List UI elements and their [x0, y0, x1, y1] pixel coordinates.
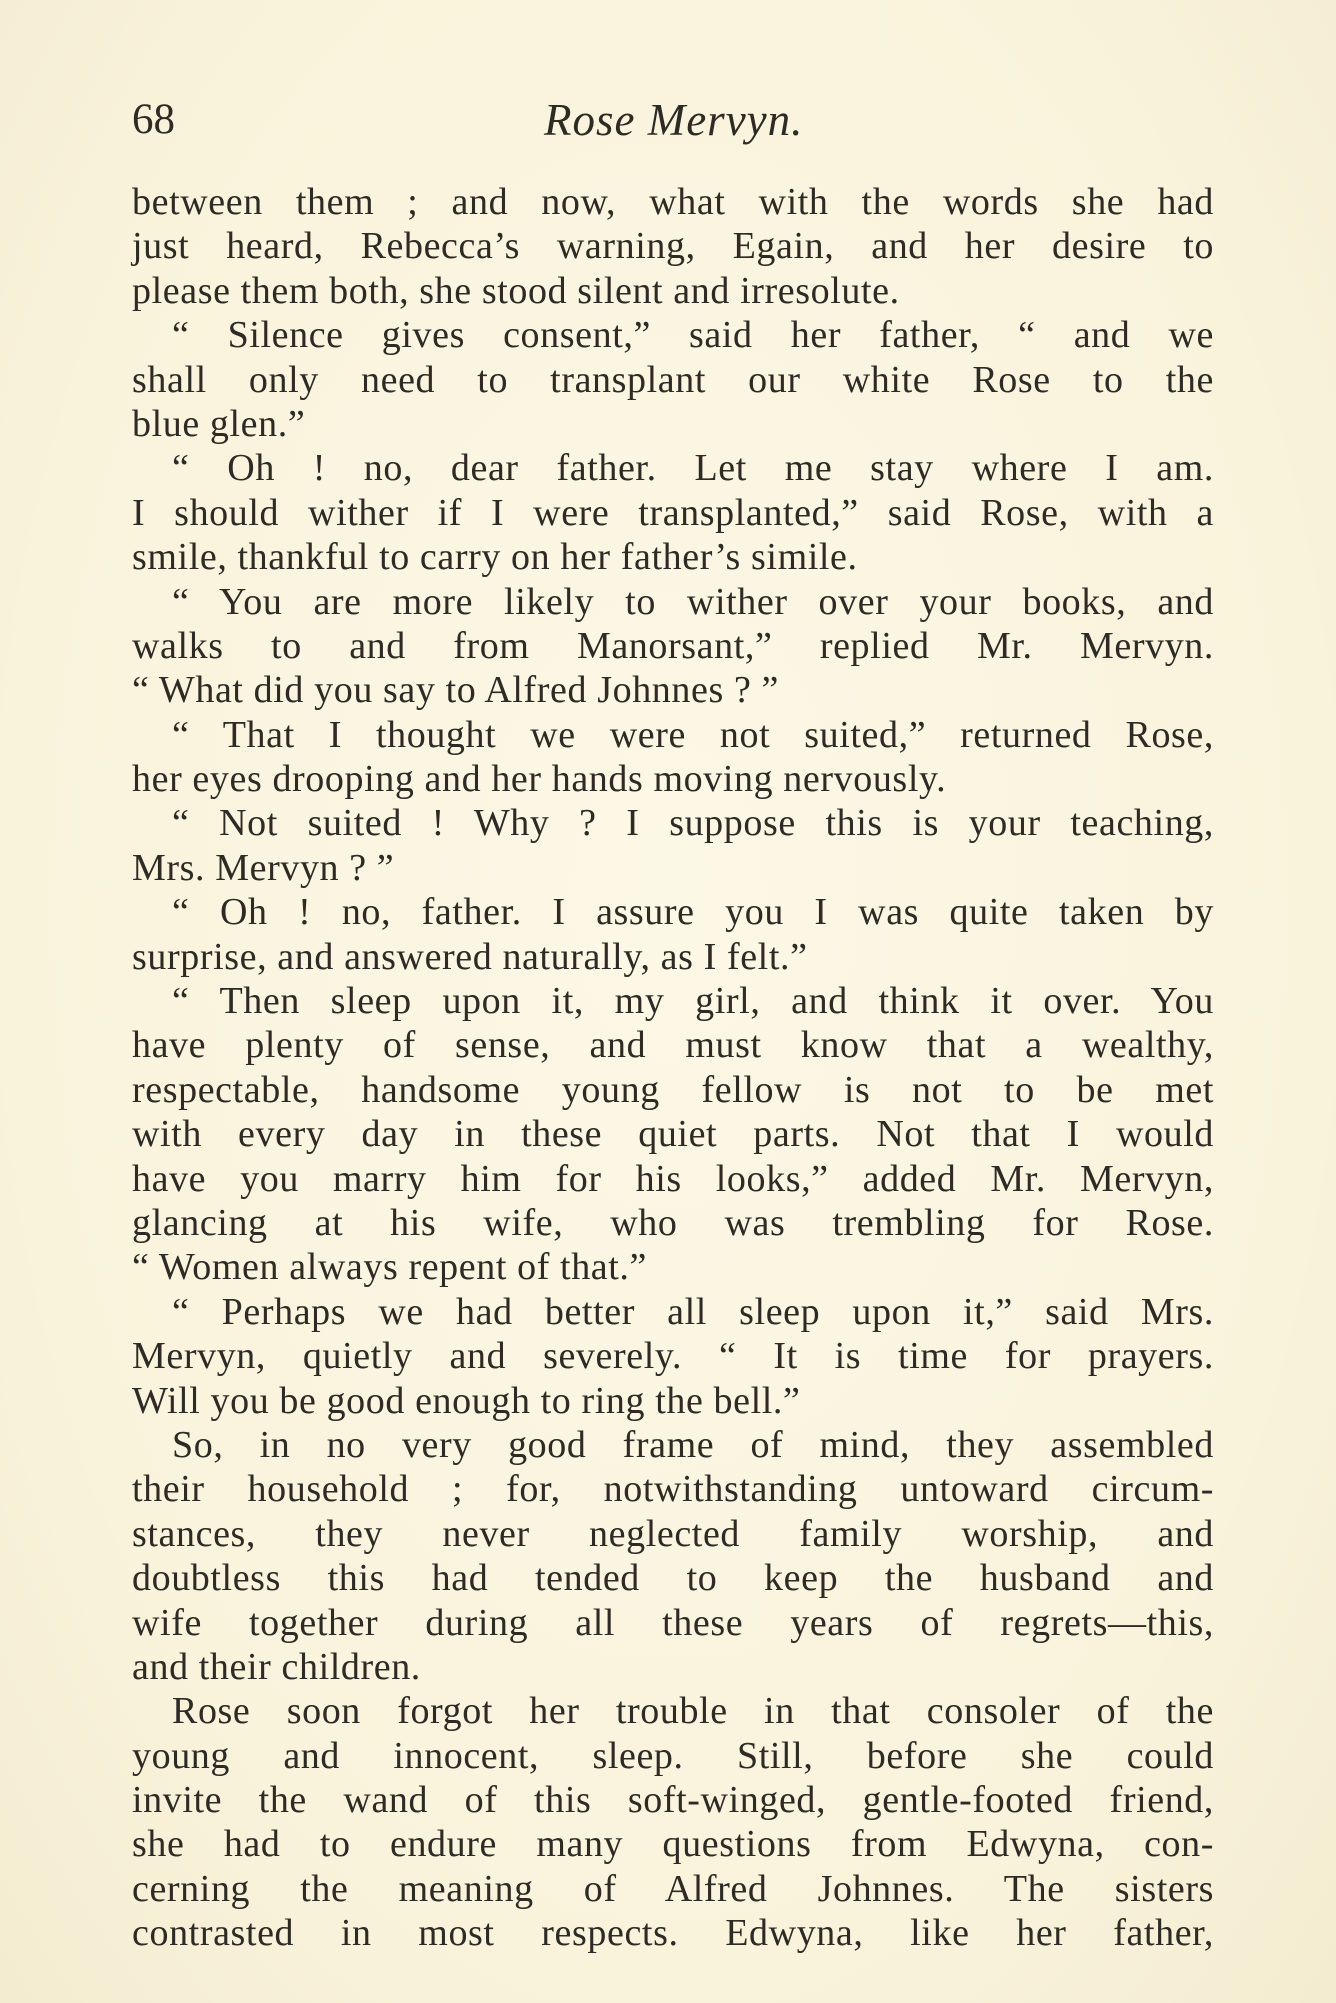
text-line: shall only need to transplant our white Rose to the [132, 358, 1214, 401]
text-line: “ Oh ! no, father. I assure you I was quite taken by [172, 891, 1214, 934]
text-line: “ Oh ! no, dear father. Let me stay where I am. [172, 447, 1214, 490]
text-line: walks to and from Manorsant,” replied Mr. Mervyn. [132, 624, 1214, 667]
page-number: 68 [132, 96, 175, 143]
text-line: have plenty of sense, and must know that a wealthy, [132, 1024, 1214, 1067]
text-line: I should wither if I were transplanted,” said Rose, with a [132, 491, 1214, 534]
text-line: just heard, Rebecca’s warning, Egain, and her desire to [132, 225, 1214, 268]
text-line: “ Not suited ! Why ? I suppose this is your teaching, [172, 802, 1214, 845]
text-line: doubtless this had tended to keep the husband and [132, 1557, 1214, 1600]
text-line: Mrs. Mervyn ? ” [132, 846, 395, 889]
text-line: Will you be good enough to ring the bell.” [132, 1379, 801, 1422]
text-line: surprise, and answered naturally, as I felt.” [132, 935, 808, 978]
text-line: between them ; and now, what with the words she had [132, 181, 1214, 223]
text-line: contrasted in most respects. Edwyna, like her father, [132, 1912, 1214, 1955]
text-line: respectable, handsome young fellow is not to be met [132, 1068, 1214, 1111]
text-line: Rose soon forgot her trouble in that consoler of the [172, 1690, 1214, 1733]
text-line: young and innocent, sleep. Still, before she could [132, 1734, 1214, 1777]
text-line: “ Silence gives consent,” said her father, “ and we [172, 314, 1214, 357]
text-line: she had to endure many questions from Edwyna, con- [132, 1823, 1214, 1866]
text-line: their household ; for, notwithstanding untoward circum- [132, 1468, 1214, 1511]
text-line: her eyes drooping and her hands moving nervously. [132, 758, 947, 801]
text-line: Mervyn, quietly and severely. “ It is time for prayers. [132, 1335, 1214, 1378]
text-line: smile, thankful to carry on her father’s simile. [132, 536, 858, 579]
page-header [132, 92, 1212, 148]
text-line: “ Perhaps we had better all sleep upon it,” said Mrs. [172, 1290, 1214, 1333]
text-line: invite the wand of this soft-winged, gentle-footed friend, [132, 1779, 1214, 1822]
text-line: cerning the meaning of Alfred Johnnes. The sisters [132, 1867, 1214, 1910]
text-line: blue glen.” [132, 402, 306, 445]
text-line: glancing at his wife, who was trembling for Rose. [132, 1201, 1214, 1244]
text-line: “ You are more likely to wither over your books, and [172, 580, 1214, 623]
text-line: stances, they never neglected family worship, and [132, 1512, 1214, 1555]
text-line: “ Then sleep upon it, my girl, and think it over. You [172, 980, 1214, 1023]
text-line: please them both, she stood silent and irresolute. [132, 269, 900, 312]
text-line: with every day in these quiet parts. Not that I would [132, 1113, 1214, 1156]
body-text [132, 180, 1214, 1956]
text-line: “ What did you say to Alfred Johnnes ? ” [132, 669, 779, 712]
running-title: Rose Mervyn. [544, 95, 804, 145]
text-line: and their children. [132, 1645, 421, 1688]
text-line: “ That I thought we were not suited,” returned Rose, [172, 713, 1214, 756]
text-line: So, in no very good frame of mind, they assembled [172, 1423, 1214, 1466]
text-line: have you marry him for his looks,” added Mr. Mervyn, [132, 1157, 1214, 1200]
text-line: “ Women always repent of that.” [132, 1246, 647, 1289]
text-line: wife together during all these years of regrets—this, [132, 1601, 1214, 1644]
